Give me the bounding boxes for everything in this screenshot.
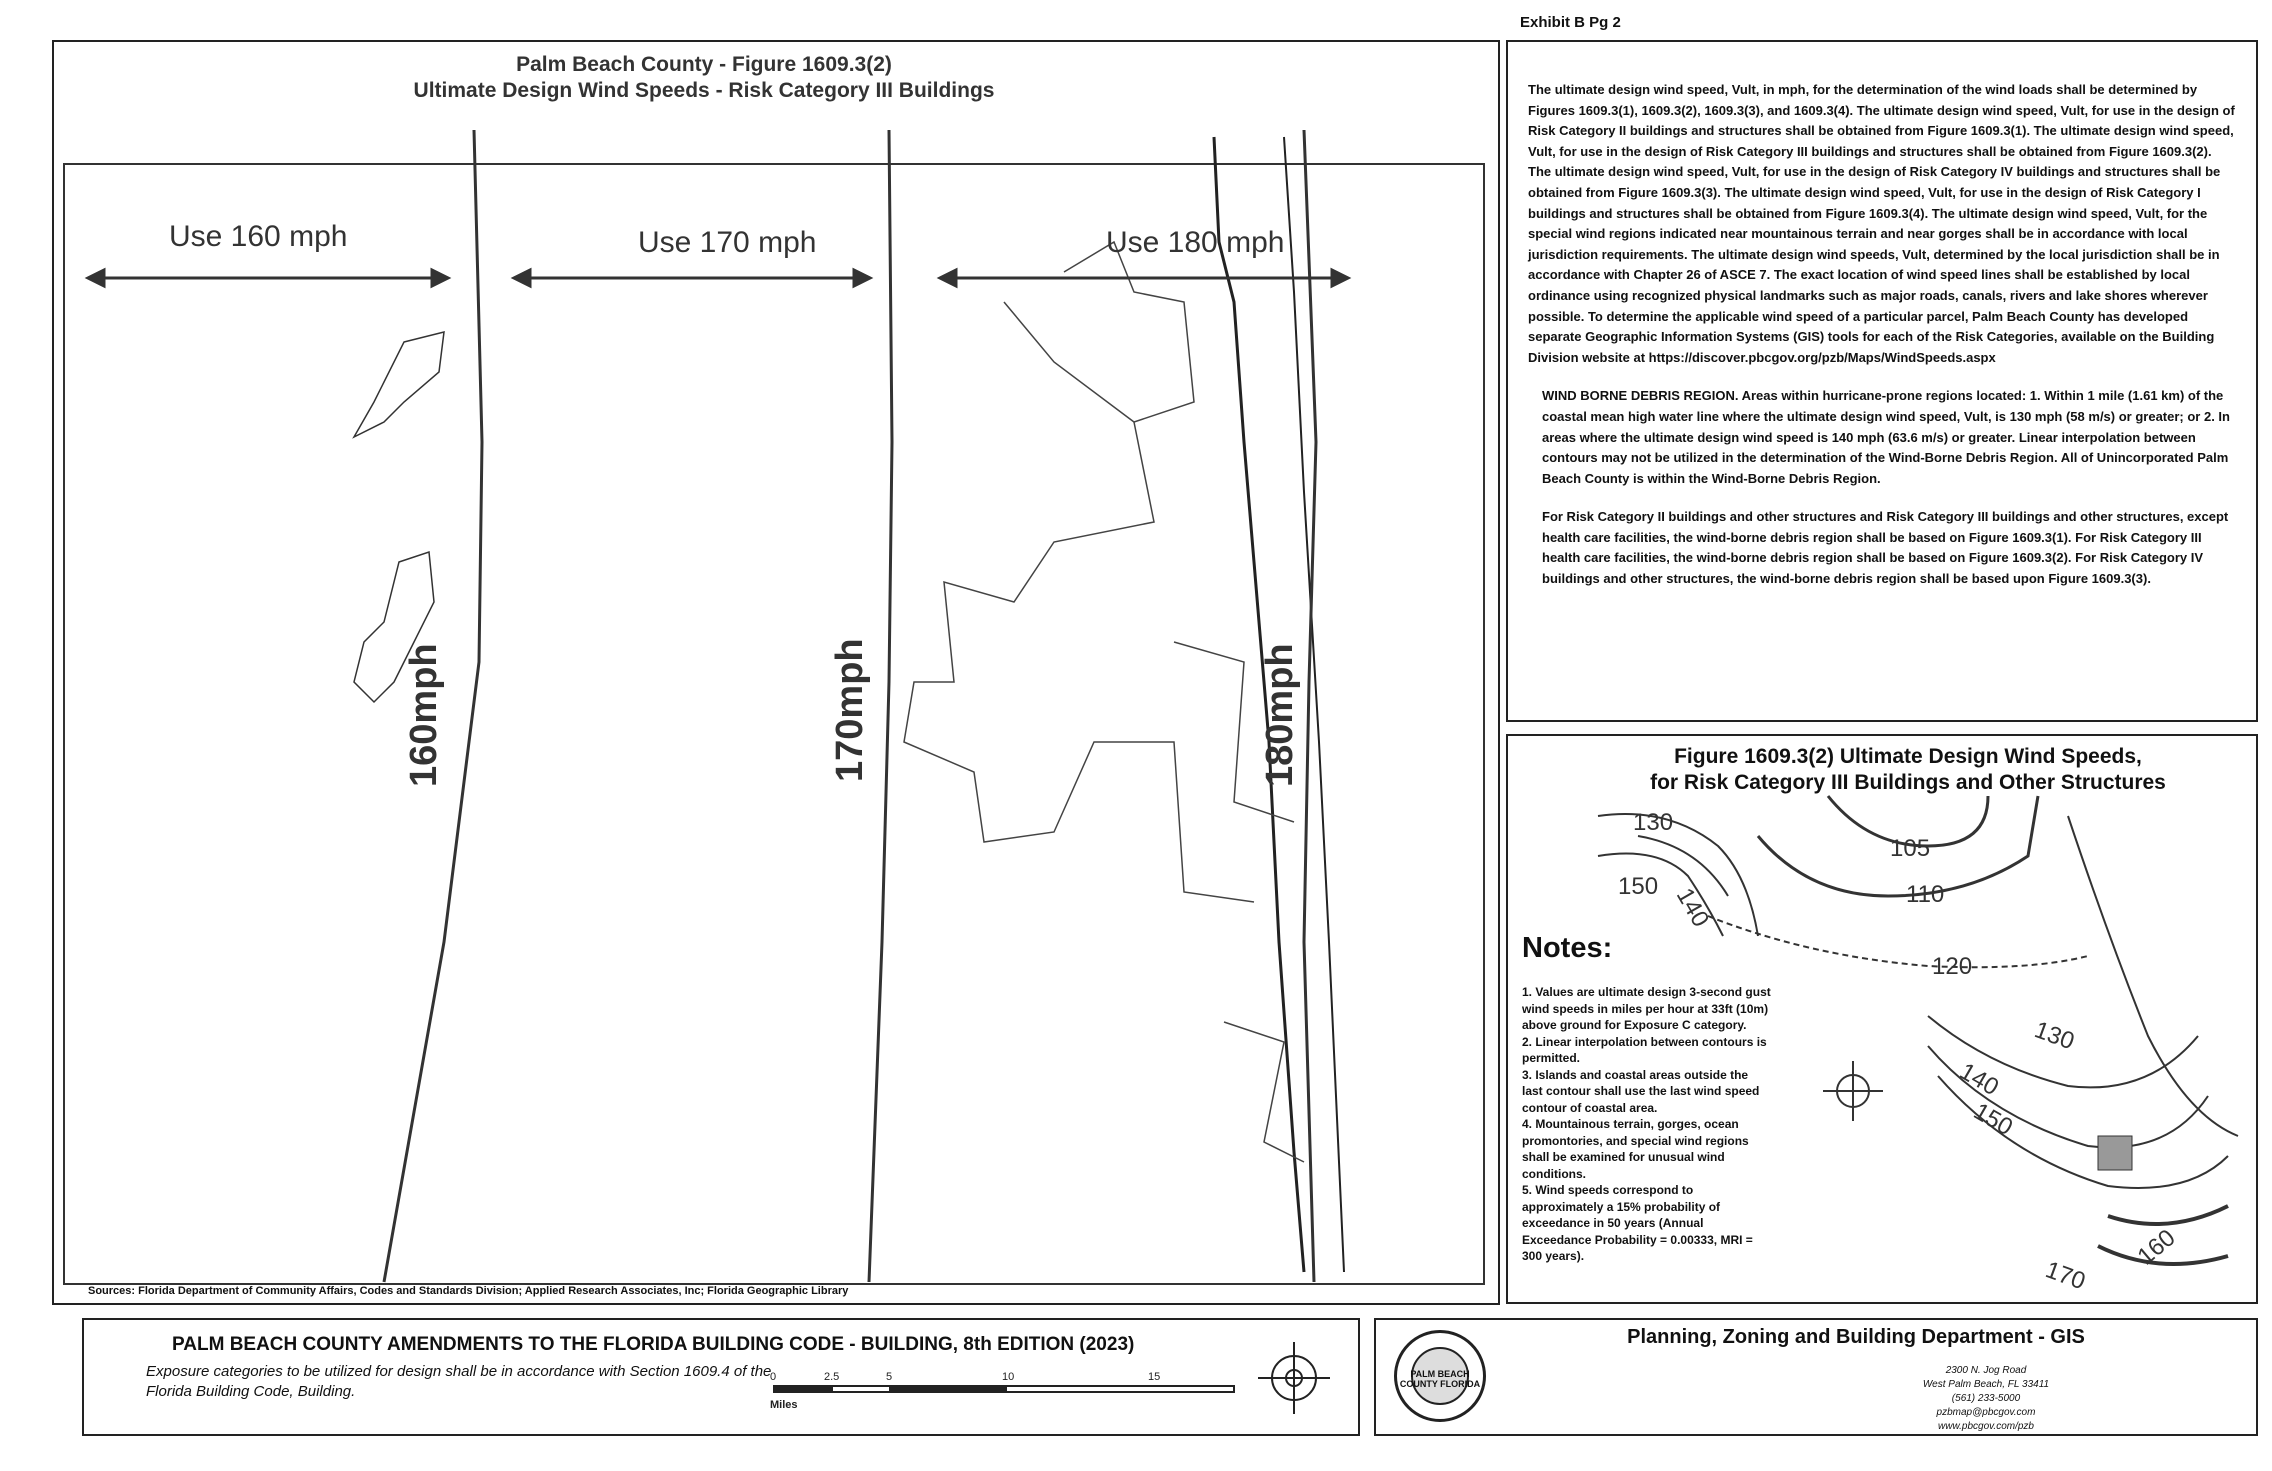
notes-heading: Notes: <box>1522 932 1613 964</box>
contour-label-150-west: 150 <box>1618 873 1659 900</box>
inset-title-line1: Figure 1609.3(2) Ultimate Design Wind Speeds, <box>1674 745 2142 768</box>
line-label-180: 180mph <box>1259 643 1301 787</box>
department-address <box>1816 1364 2156 1434</box>
address-line: (561) 233-5000 <box>1951 1393 2021 1404</box>
address-line: 2300 N. Jog Road <box>1945 1365 2027 1376</box>
scale-tick-2-5: 2.5 <box>824 1371 840 1383</box>
rules-paragraph-3: For Risk Category II buildings and other structures and Risk Category III buildings and other structures, except health care facilities, the wind-borne debris region shall be based on Figure 1609.3(1). For Risk Category III health care facilities, the wind-borne debris region shall be based on Figure 1609.3(2). For Risk Category IV buildings and other structures, the wind-borne debris region shall be based upon Figure 1609.3(3). <box>1542 509 2229 587</box>
rules-paragraph-1: The ultimate design wind speed, Vult, in mph, for the determination of the wind loads shall be determined by Figures 1609.3(1), 1609.3(2), 1609.3(3), and 1609.3(4). The ultimate design wind speed, Vult, for use in the design of Risk Category II buildings and structures shall be obtained from Figure 1609.3(1). The ultimate design wind speed, Vult, for use in the design of Risk Category III buildings and structures shall be obtained from Figure 1609.3(2). The ultimate design wind speed, Vult, for use in the design of Risk Category IV buildings and structures shall be obtained from Figure 1609.3(3). The ultimate design wind speed, Vult, for use in the design of Risk Category I buildings and structures shall be obtained from Figure 1609.3(4). The ultimate design wind speed, Vult, for the special wind regions indicated near mountainous terrain and near gorges shall be in accordance with local jurisdiction requirements. The ultimate design wind speeds, Vult, determined by the local jurisdiction shall be in accordance with Chapter 26 of ASCE 7. The exact location of wind speed lines shall be established by local ordinance using recognized physical landmarks such as major roads, canals, rivers and lake shores wherever possible. To determine the applicable wind speed of a particular parcel, Palm Beach County has developed separate Geographic Information Systems (GIS) tools for each of the Risk Categories, available on the Building Division website at https://discover.pbcgov.org/pzb/Maps/WindSpeeds.aspx <box>1528 82 2235 365</box>
scale-tick-5: 5 <box>886 1371 893 1383</box>
contour-label-130-west: 130 <box>1633 809 1674 836</box>
scale-tick-10: 10 <box>1002 1371 1015 1383</box>
contour-120 <box>1708 916 2088 967</box>
arrow-160-left <box>88 270 104 286</box>
footer-title-panel <box>82 1318 1360 1436</box>
contour-label-140-east: 140 <box>1955 1057 2004 1102</box>
inset-panel <box>1506 734 2258 1304</box>
scale-bar <box>84 1320 1362 1438</box>
arrow-180-right <box>1332 270 1348 286</box>
contour-label-170: 170 <box>2041 1256 2089 1296</box>
use-label-170: Use 170 mph <box>638 226 817 259</box>
contour-label-110: 110 <box>1906 881 1945 908</box>
county-seal-icon <box>1394 1330 1486 1422</box>
notes-list <box>1522 984 1772 1265</box>
note-item: 4. Mountainous terrain, gorges, ocean promontories, and special wind regions shall be examined for unusual wind conditions. <box>1522 1117 1749 1181</box>
wind-line-170 <box>869 130 892 1282</box>
county-map <box>54 42 1502 1307</box>
department-name: Planning, Zoning and Building Department - GIS <box>1627 1326 2085 1348</box>
map-sources: Sources: Florida Department of Community Affairs, Codes and Standards Division; Applied Research Associates, Inc; Florida Geographic Library <box>88 1285 849 1297</box>
contour-160 <box>2108 1206 2228 1224</box>
municipal-boundaries <box>904 242 1254 902</box>
footer-title: PALM BEACH COUNTY AMENDMENTS TO THE FLORIDA BUILDING CODE - BUILDING, 8th EDITION (2023) <box>172 1334 1135 1355</box>
map-title-line1: Palm Beach County - Figure 1609.3(2) <box>516 53 892 76</box>
arrow-180-left <box>940 270 956 286</box>
contour-label-130-east: 130 <box>2030 1016 2078 1056</box>
exposure-note: Exposure categories to be utilized for design shall be in accordance with Section 1609.4 of the Florida Building Code, Building. <box>146 1363 772 1400</box>
note-item: 1. Values are ultimate design 3-second gust wind speeds in miles per hour at 33ft (10m) above ground for Exposure C category. <box>1522 985 1771 1032</box>
note-item: 2. Linear interpolation between contours is permitted. <box>1522 1034 1767 1065</box>
note-item: 5. Wind speeds correspond to approximately a 15% probability of exceedance in 50 years (Annual Exceedance Probability = 0.00333, MRI = 300 years). <box>1522 1183 1753 1263</box>
scale-unit: Miles <box>770 1399 798 1411</box>
wind-line-180 <box>1304 130 1316 1282</box>
map-panel <box>52 40 1500 1305</box>
address-line: www.pbcgov.com/pzb <box>1938 1421 2034 1432</box>
inset-title-line2: for Risk Category III Buildings and Other Structures <box>1650 771 2166 794</box>
contour-label-120: 120 <box>1932 953 1973 980</box>
exhibit-label: Exhibit B Pg 2 <box>1520 14 1621 31</box>
palm-beach-highlight <box>2098 1136 2132 1170</box>
arrow-170-left <box>514 270 530 286</box>
inset-compass-icon <box>1823 1061 1883 1121</box>
scale-tick-0: 0 <box>770 1371 777 1383</box>
arrow-160-right <box>432 270 448 286</box>
use-label-160: Use 160 mph <box>169 220 348 253</box>
line-label-160: 160mph <box>403 643 445 787</box>
contour-label-160: 160 <box>2132 1224 2181 1271</box>
arrow-170-right <box>854 270 870 286</box>
contour-label-105: 105 <box>1890 835 1931 862</box>
rules-paragraph-2: WIND BORNE DEBRIS REGION. Areas within hurricane-prone regions located: 1. Within 1 mile (1.61 km) of the coastal mean high water line where the ultimate design wind speed, Vult, is 130 mph (58 m/s) or greater; or 2. In areas where the ultimate design wind speed is 140 mph (63.6 m/s) or greater. Linear interpolation between contours may not be utilized in the determination of the Wind-Borne Debris Region. All of Unincorporated Palm Beach County is within the Wind-Borne Debris Region. <box>1542 388 2230 486</box>
use-label-180: Use 180 mph <box>1106 226 1285 259</box>
footer-dept-panel <box>1374 1318 2258 1436</box>
address-line: West Palm Beach, FL 33411 <box>1922 1379 2050 1390</box>
address-line: pzbmap@pbcgov.com <box>1936 1407 2036 1418</box>
pahokee-outline <box>354 332 444 437</box>
seal-text: PALM BEACH COUNTY FLORIDA <box>1399 1369 1481 1389</box>
scale-tick-15: 15 <box>1148 1371 1161 1383</box>
rules-panel <box>1506 40 2258 722</box>
note-item: 3. Islands and coastal areas outside the last contour shall use the last wind speed contour of coastal area. <box>1522 1067 1760 1115</box>
map-title-line2: Ultimate Design Wind Speeds - Risk Category III Buildings <box>413 79 995 102</box>
line-label-170: 170mph <box>829 638 871 782</box>
contour-label-150-east: 150 <box>1969 1097 2018 1142</box>
contour-label-140-west: 140 <box>1670 883 1715 932</box>
north-arrow-icon <box>1258 1342 1330 1414</box>
